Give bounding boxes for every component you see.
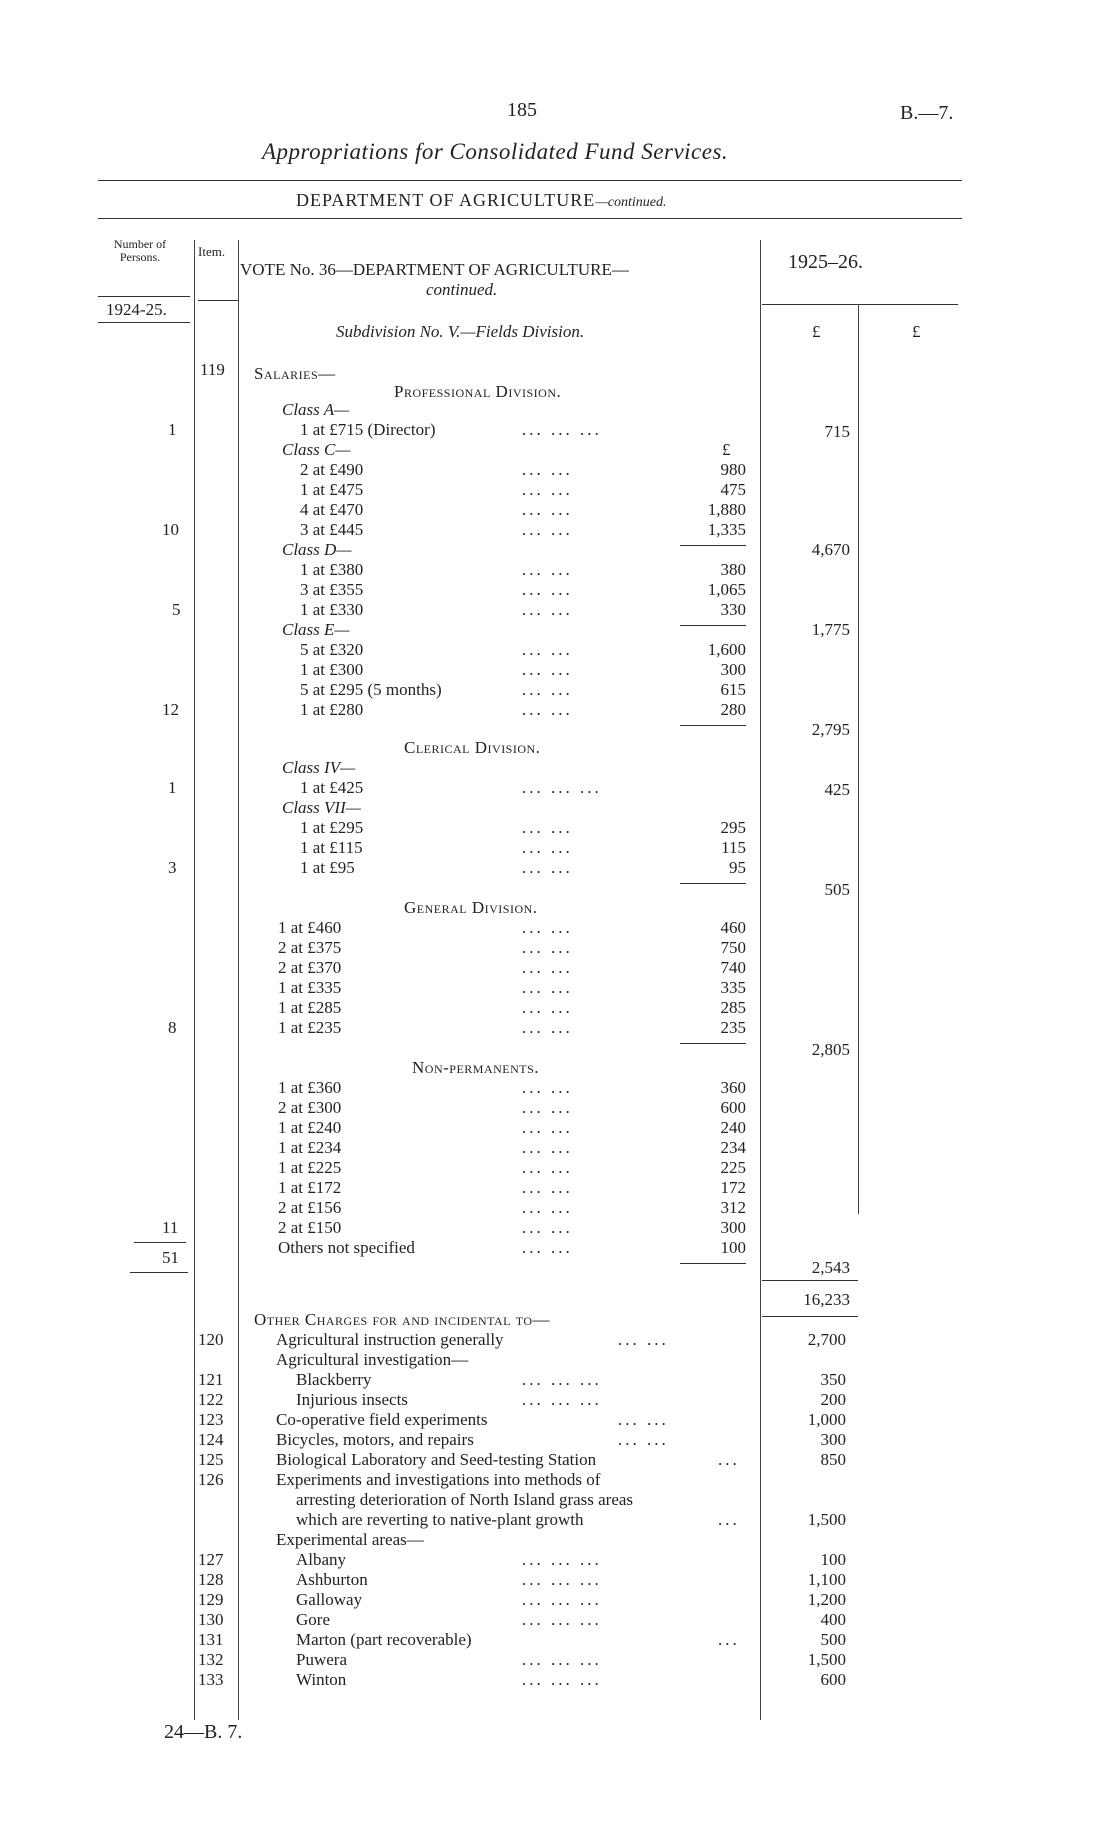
charge-description: Galloway (296, 1590, 363, 1609)
salary-line-value: 475 (720, 480, 746, 499)
salary-line-text: 2 at £375 (278, 938, 342, 957)
class-label: Class E— (282, 620, 350, 639)
charge-item-number: 122 (198, 1390, 224, 1409)
persons-count: 10 (162, 520, 179, 539)
persons-count: 5 (172, 600, 181, 619)
salary-line-text: Others not specified (278, 1238, 415, 1257)
salary-line-text: 2 at £370 (278, 958, 342, 977)
leader-dots: ... ... (522, 1218, 573, 1237)
salary-line-text: 1 at £240 (278, 1118, 342, 1137)
class-label: Class D— (282, 540, 352, 559)
charge-amount: 350 (820, 1370, 846, 1389)
leader-dots: ... ... ... (522, 1670, 602, 1689)
charge-item-number: 125 (198, 1450, 224, 1469)
charge-item-number: 121 (198, 1370, 224, 1389)
charge-amount: 2,700 (807, 1330, 846, 1349)
clerical-division-heading: Clerical Division. (404, 738, 541, 757)
charge-item-number: 123 (198, 1410, 224, 1429)
group-total: 715 (824, 422, 850, 441)
charge-description: Marton (part recoverable) (296, 1630, 472, 1649)
charge-description: arresting deterioration of North Island grass areas (296, 1490, 634, 1509)
department-heading (296, 190, 666, 213)
salary-line-text: 1 at £460 (278, 918, 342, 937)
class-label: Class VII— (282, 798, 361, 817)
charge-description: Experiments and investigations into methods of (276, 1470, 601, 1489)
leader-dots: ... (718, 1450, 740, 1469)
charge-item-number: 128 (198, 1570, 224, 1589)
leader-dots: ... ... (522, 520, 573, 539)
leader-dots: ... ... (522, 998, 573, 1017)
salary-line-text: 1 at £360 (278, 1078, 342, 1097)
leader-dots: ... ... (522, 918, 573, 937)
leader-dots: ... ... (522, 480, 573, 499)
salary-line-value: 235 (720, 1018, 746, 1037)
total-persons: 51 (162, 1248, 179, 1267)
persons-double-rule (130, 1272, 188, 1273)
currency-col2: £ (912, 322, 921, 341)
salary-line-text: 3 at £355 (300, 580, 364, 599)
salary-line-value: 335 (720, 978, 746, 997)
leader-dots: ... ... (522, 660, 573, 679)
salary-line-value: 225 (720, 1158, 746, 1177)
leader-dots: ... ... ... (522, 1650, 602, 1669)
vote-heading: VOTE No. 36—DEPARTMENT OF AGRICULTURE— (240, 260, 629, 279)
leader-dots: ... ... ... (522, 1590, 602, 1609)
leader-dots: ... ... (522, 700, 573, 719)
salary-line-text: 1 at £235 (278, 1018, 342, 1037)
salaries-item-number: 119 (200, 360, 225, 379)
class-label: Class C— (282, 440, 351, 459)
charge-description: Agricultural instruction generally (276, 1330, 504, 1349)
leader-dots: ... ... (618, 1410, 669, 1429)
salary-line-value: 240 (720, 1118, 746, 1137)
charge-amount: 1,100 (807, 1570, 846, 1589)
leader-dots: ... ... ... (522, 1370, 602, 1389)
salary-line-text: 1 at £234 (278, 1138, 342, 1157)
leader-dots: ... ... ... (522, 1390, 602, 1409)
leader-dots: ... ... ... (522, 420, 602, 439)
salary-line-value: 100 (720, 1238, 746, 1257)
subtotal-rule (680, 545, 746, 546)
leader-dots: ... ... (522, 1238, 573, 1257)
vote-continued: continued. (426, 280, 498, 299)
charge-description: Experimental areas— (276, 1530, 424, 1549)
persons-count: 1 (168, 420, 177, 439)
salary-line-value: 330 (720, 600, 746, 619)
item-header-rule (198, 300, 238, 301)
leader-dots: ... ... (522, 580, 573, 599)
class-label: Class A— (282, 400, 350, 419)
leader-dots: ... ... (522, 818, 573, 837)
charge-amount: 1,000 (807, 1410, 846, 1429)
salary-line-text: 3 at £445 (300, 520, 364, 539)
page-title: Appropriations for Consolidated Fund Services. (262, 139, 729, 164)
salary-line-value: 234 (720, 1138, 746, 1157)
salary-line-text: 4 at £470 (300, 500, 364, 519)
group-total: 2,543 (811, 1258, 850, 1277)
group-total: 1,775 (811, 620, 850, 639)
salary-line-value: 115 (721, 838, 746, 857)
salary-line-value: 1,880 (707, 500, 746, 519)
currency-col1: £ (812, 322, 821, 341)
charge-amount: 850 (820, 1450, 846, 1469)
leader-dots: ... ... (522, 1098, 573, 1117)
leader-dots: ... ... (522, 978, 573, 997)
salary-line-value: 295 (720, 818, 746, 837)
leader-dots: ... ... ... (522, 1570, 602, 1589)
salary-line-value: 600 (720, 1098, 746, 1117)
salary-line-value: 1,335 (707, 520, 746, 539)
leader-dots: ... ... (618, 1330, 669, 1349)
charge-amount: 100 (820, 1550, 846, 1569)
subdivision-heading: Subdivision No. V.—Fields Division. (336, 322, 585, 341)
salary-line-text: 1 at £285 (278, 998, 342, 1017)
item-column-rule (194, 240, 195, 1720)
charge-amount: 200 (820, 1390, 846, 1409)
salaries-grand-total: 16,233 (803, 1290, 850, 1309)
leader-dots: ... ... (522, 680, 573, 699)
salary-line-value: 460 (720, 918, 746, 937)
other-charges-heading: Other Charges for and incidental to— (254, 1310, 551, 1329)
salary-line-value: 980 (720, 460, 746, 479)
grand-total-bottom-rule (762, 1316, 858, 1317)
leader-dots: ... ... ... (522, 778, 602, 797)
salary-line-value: 285 (720, 998, 746, 1017)
salary-line-text: 1 at £330 (300, 600, 364, 619)
charge-amount: 1,200 (807, 1590, 846, 1609)
charge-item-number: 124 (198, 1430, 224, 1449)
leader-dots: ... ... ... (522, 1550, 602, 1569)
leader-dots: ... ... (522, 600, 573, 619)
item-column-header: Item. (198, 244, 226, 259)
charge-item-number: 131 (198, 1630, 224, 1649)
charge-amount: 600 (820, 1670, 846, 1689)
leader-dots: ... ... (618, 1430, 669, 1449)
group-total: 2,805 (811, 1040, 850, 1059)
charge-description: Blackberry (296, 1370, 372, 1389)
charge-amount: 400 (820, 1610, 846, 1629)
currency-symbol: £ (722, 440, 731, 459)
dept-rule (98, 218, 962, 219)
subtotal-rule (680, 725, 746, 726)
professional-division-heading: Professional Division. (394, 382, 562, 401)
charge-description: Albany (296, 1550, 347, 1569)
leader-dots: ... ... (522, 958, 573, 977)
leader-dots: ... (718, 1510, 740, 1529)
charge-amount: 1,500 (807, 1650, 846, 1669)
charge-item-number: 132 (198, 1650, 224, 1669)
signature-mark: 24—B. 7. (164, 1721, 243, 1743)
leader-dots: ... ... (522, 500, 573, 519)
leader-dots: ... ... (522, 938, 573, 957)
salary-line-value: 172 (720, 1178, 746, 1197)
leader-dots: ... ... (522, 640, 573, 659)
group-total: 425 (824, 780, 850, 799)
salary-line-text: 1 at £715 (Director) (300, 420, 436, 439)
salary-line-text: 5 at £295 (5 months) (300, 680, 442, 699)
total-column-rule (858, 304, 859, 1214)
salary-line-text: 1 at £172 (278, 1178, 342, 1197)
persons-count: 1 (168, 778, 177, 797)
charge-description: Biological Laboratory and Seed-testing Station (276, 1450, 597, 1469)
leader-dots: ... (718, 1630, 740, 1649)
year-column-header: 1925–26. (788, 251, 863, 273)
salary-line-text: 1 at £95 (300, 858, 355, 877)
persons-count: 8 (168, 1018, 177, 1037)
salaries-label: Salaries— (254, 364, 336, 383)
salary-line-text: 2 at £156 (278, 1198, 342, 1217)
class-label: Class IV— (282, 758, 356, 777)
salary-line-value: 1,600 (707, 640, 746, 659)
department-name: DEPARTMENT OF AGRICULTURE (296, 190, 596, 210)
salary-line-text: 1 at £300 (300, 660, 364, 679)
charge-item-number: 127 (198, 1550, 224, 1569)
subtotal-rule (680, 625, 746, 626)
salary-line-text: 2 at £300 (278, 1098, 342, 1117)
salary-line-text: 2 at £490 (300, 460, 364, 479)
leader-dots: ... ... (522, 1198, 573, 1217)
charge-description: which are reverting to native-plant growth (296, 1510, 584, 1529)
non-permanents-heading: Non-permanents. (412, 1058, 540, 1077)
subtotal-rule (680, 1043, 746, 1044)
page-number: 185 (507, 99, 537, 121)
salary-line-text: 1 at £380 (300, 560, 364, 579)
title-rule (98, 180, 962, 181)
group-total: 4,670 (811, 540, 850, 559)
leader-dots: ... ... (522, 1018, 573, 1037)
persons-total-rule (134, 1242, 186, 1243)
salary-line-value: 280 (720, 700, 746, 719)
leader-dots: ... ... (522, 1178, 573, 1197)
charge-description: Puwera (296, 1650, 347, 1669)
salary-line-text: 1 at £425 (300, 778, 364, 797)
salary-line-text: 1 at £225 (278, 1158, 342, 1177)
leader-dots: ... ... ... (522, 1610, 602, 1629)
charge-item-number: 126 (198, 1470, 224, 1489)
charge-item-number: 129 (198, 1590, 224, 1609)
charge-description: Winton (296, 1670, 347, 1689)
persons-count: 12 (162, 700, 179, 719)
grand-total-rule (762, 1280, 858, 1281)
leader-dots: ... ... (522, 1138, 573, 1157)
salary-line-value: 312 (720, 1198, 746, 1217)
charge-item-number: 130 (198, 1610, 224, 1629)
leader-dots: ... ... (522, 460, 573, 479)
charge-description: Bicycles, motors, and repairs (276, 1430, 474, 1449)
charge-amount: 500 (820, 1630, 846, 1649)
leader-dots: ... ... (522, 1158, 573, 1177)
salary-line-value: 750 (720, 938, 746, 957)
persons-column-header: Number of Persons. (113, 237, 167, 264)
group-total: 2,795 (811, 720, 850, 739)
leader-dots: ... ... (522, 1118, 573, 1137)
salary-line-text: 2 at £150 (278, 1218, 342, 1237)
salary-line-text: 1 at £295 (300, 818, 364, 837)
department-continued: —continued. (595, 195, 667, 210)
charge-amount: 1,500 (807, 1510, 846, 1529)
salary-line-value: 1,065 (707, 580, 746, 599)
leader-dots: ... ... (522, 560, 573, 579)
general-division-heading: General Division. (404, 898, 538, 917)
persons-count: 11 (162, 1218, 179, 1237)
document-code: B.—7. (900, 102, 954, 124)
charge-description: Ashburton (296, 1570, 368, 1589)
salary-line-value: 380 (720, 560, 746, 579)
persons-header-rule (98, 296, 190, 297)
salary-line-value: 95 (729, 858, 746, 877)
charge-description: Agricultural investigation— (276, 1350, 469, 1369)
amount-column-rule (760, 240, 761, 1720)
salary-line-text: 1 at £475 (300, 480, 364, 499)
salary-line-text: 1 at £115 (300, 838, 363, 857)
persons-year: 1924-25. (106, 300, 167, 319)
leader-dots: ... ... (522, 1078, 573, 1097)
subtotal-rule (680, 1263, 746, 1264)
salary-line-text: 5 at £320 (300, 640, 364, 659)
salary-line-value: 740 (720, 958, 746, 977)
charge-description: Co-operative field experiments (276, 1410, 488, 1429)
charge-description: Injurious insects (296, 1390, 408, 1409)
subtotal-rule (680, 883, 746, 884)
charge-amount: 300 (820, 1430, 846, 1449)
group-total: 505 (824, 880, 850, 899)
charge-item-number: 133 (198, 1670, 224, 1689)
leader-dots: ... ... (522, 838, 573, 857)
charge-description: Gore (296, 1610, 330, 1629)
charge-item-number: 120 (198, 1330, 224, 1349)
salary-line-text: 1 at £280 (300, 700, 364, 719)
leader-dots: ... ... (522, 858, 573, 877)
persons-count: 3 (168, 858, 177, 877)
persons-year-rule (98, 322, 190, 323)
description-column-rule (238, 240, 239, 1720)
year-rule (762, 304, 958, 305)
salary-line-value: 360 (720, 1078, 746, 1097)
salary-line-text: 1 at £335 (278, 978, 342, 997)
salary-line-value: 615 (720, 680, 746, 699)
salary-line-value: 300 (720, 660, 746, 679)
salary-line-value: 300 (720, 1218, 746, 1237)
